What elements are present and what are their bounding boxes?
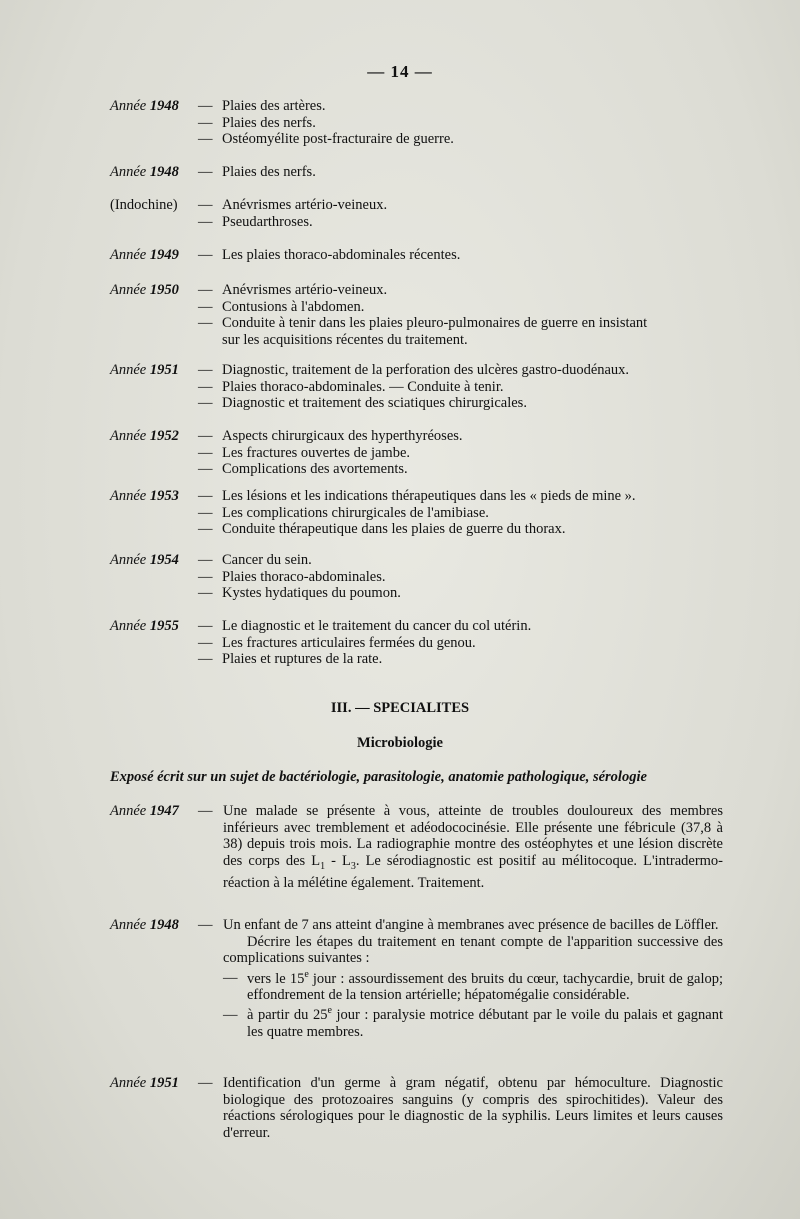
year-label: Année 1948 xyxy=(110,164,179,180)
topic-line: — Aspects chirurgicaux des hyperthyréoses. xyxy=(198,428,463,444)
topic-line: — Plaies thoraco-abdominales. — Conduite à tenir. xyxy=(198,378,504,395)
surgery-entry xyxy=(110,282,730,348)
exam-question: — Un enfant de 7 ans atteint d'angine à membranes avec présence de bacilles de Löffler. Décrire les étapes du traitement en tenant compte de l'apparition successive des complications suivantes : — vers le 15e jour : assourdissement des bruits du cœur, tachycardie, bruit de galop; effondrement de la tension artérielle; hépatomégalie considérable. — à partir du 25e jour : paralysie motrice débutant par le voile du palais et gagnant les quatre membres. xyxy=(198,917,724,1040)
section-title: III. — SPECIALITES xyxy=(330,700,470,716)
surgery-entry xyxy=(110,164,730,181)
surgery-entry xyxy=(110,247,730,264)
year-label: Année 1947 xyxy=(110,803,179,819)
surgery-entry xyxy=(110,197,730,230)
topic-line: — Plaies des nerfs. xyxy=(198,114,316,131)
topic-line: — Plaies des artères. xyxy=(198,98,326,114)
year-label: Année 1949 xyxy=(110,247,179,263)
surgery-entry xyxy=(110,362,730,412)
topic-line: — Diagnostic, traitement de la perforation des ulcères gastro-duodénaux. xyxy=(198,362,630,378)
year-label: Année 1954 xyxy=(110,552,179,568)
surgery-entry xyxy=(110,488,730,538)
topic-line: — Les fractures ouvertes de jambe. xyxy=(198,444,411,461)
year-label: (Indochine) xyxy=(110,197,178,213)
topic-line: — Diagnostic et traitement des sciatiques chirurgicales. xyxy=(198,395,527,411)
topic-line: — Pseudarthroses. xyxy=(198,213,313,230)
surgery-entry xyxy=(110,428,730,478)
surgery-entry xyxy=(110,618,730,668)
topic-line: — Complications des avortements. xyxy=(198,461,408,477)
topic-line: — Les complications chirurgicales de l'amibiase. xyxy=(198,504,489,521)
topic-line: — Les lésions et les indications thérapeutiques dans les « pieds de mine ». xyxy=(198,488,636,504)
subsection-title: Microbiologie xyxy=(357,735,443,751)
topic-line: — Plaies thoraco-abdominales. xyxy=(198,568,386,585)
topic-line: — Anévrismes artério-veineux. xyxy=(198,197,388,213)
microbio-entry-1947 xyxy=(110,803,730,891)
year-label: Année 1948 xyxy=(110,98,179,114)
surgery-entry xyxy=(110,98,730,148)
topic-line: — Ostéomyélite post-fracturaire de guerre. xyxy=(198,131,454,147)
topic-line: — Les plaies thoraco-abdominales récentes. xyxy=(198,247,461,263)
topic-line: — Contusions à l'abdomen. xyxy=(198,298,365,315)
microbio-entry-1951 xyxy=(110,1075,730,1141)
year-label: Année 1950 xyxy=(110,282,179,298)
year-label: Année 1948 xyxy=(110,917,179,933)
surgery-entry xyxy=(110,552,730,602)
topic-line: — Kystes hydatiques du poumon. xyxy=(198,585,401,601)
exam-question: — Une malade se présente à vous, atteinte de troubles douloureux des membres inférieurs avec tremblement et adéodococinésie. Elle présente une fébricule (37,8 à 38) depuis trois mois. La radiographie montre des ostéophytes et une lésion discrète des corps des $L_1 - L_3$. Le sérodiagnostic est positif au mélitocoque. L'intradermo-réaction à la mélétine également. Traitement. xyxy=(198,803,723,891)
exam-question: — Identification d'un germe à gram négatif, obtenu par hémoculture. Diagnostic biologique des protozoaires sanguins (y compris des spirochitides). Valeur des réactions sérologiques pour le diagnostic de la syphilis. Leurs limites et leurs causes d'erreur. xyxy=(198,1075,723,1141)
year-label: Année 1955 xyxy=(110,618,179,634)
topic-line: — Plaies et ruptures de la rate. xyxy=(198,651,383,667)
year-label: Année 1951 xyxy=(110,1075,179,1091)
year-label: Année 1953 xyxy=(110,488,179,504)
microbio-entry-1948 xyxy=(110,917,730,1040)
expose-subtitle: Exposé écrit sur un sujet de bactériologie, parasitologie, anatomie pathologique, sérologie xyxy=(110,769,647,785)
topic-line: — Cancer du sein. xyxy=(198,552,312,568)
page-number: — 14 — xyxy=(367,62,433,81)
topic-line: — Conduite à tenir dans les plaies pleuro-pulmonaires de guerre en insistant xyxy=(198,315,648,331)
topic-line: — Plaies des nerfs. xyxy=(198,164,316,180)
topic-line: — Les fractures articulaires fermées du genou. xyxy=(198,634,476,651)
topic-line: — Le diagnostic et le traitement du cancer du col utérin. xyxy=(198,618,532,634)
topic-line-continuation: sur les acquisitions récentes du traitement. xyxy=(222,331,468,348)
year-label: Année 1951 xyxy=(110,362,179,378)
topic-line: — Conduite thérapeutique dans les plaies de guerre du thorax. xyxy=(198,521,566,537)
topic-line: — Anévrismes artério-veineux. xyxy=(198,282,388,298)
year-label: Année 1952 xyxy=(110,428,179,444)
